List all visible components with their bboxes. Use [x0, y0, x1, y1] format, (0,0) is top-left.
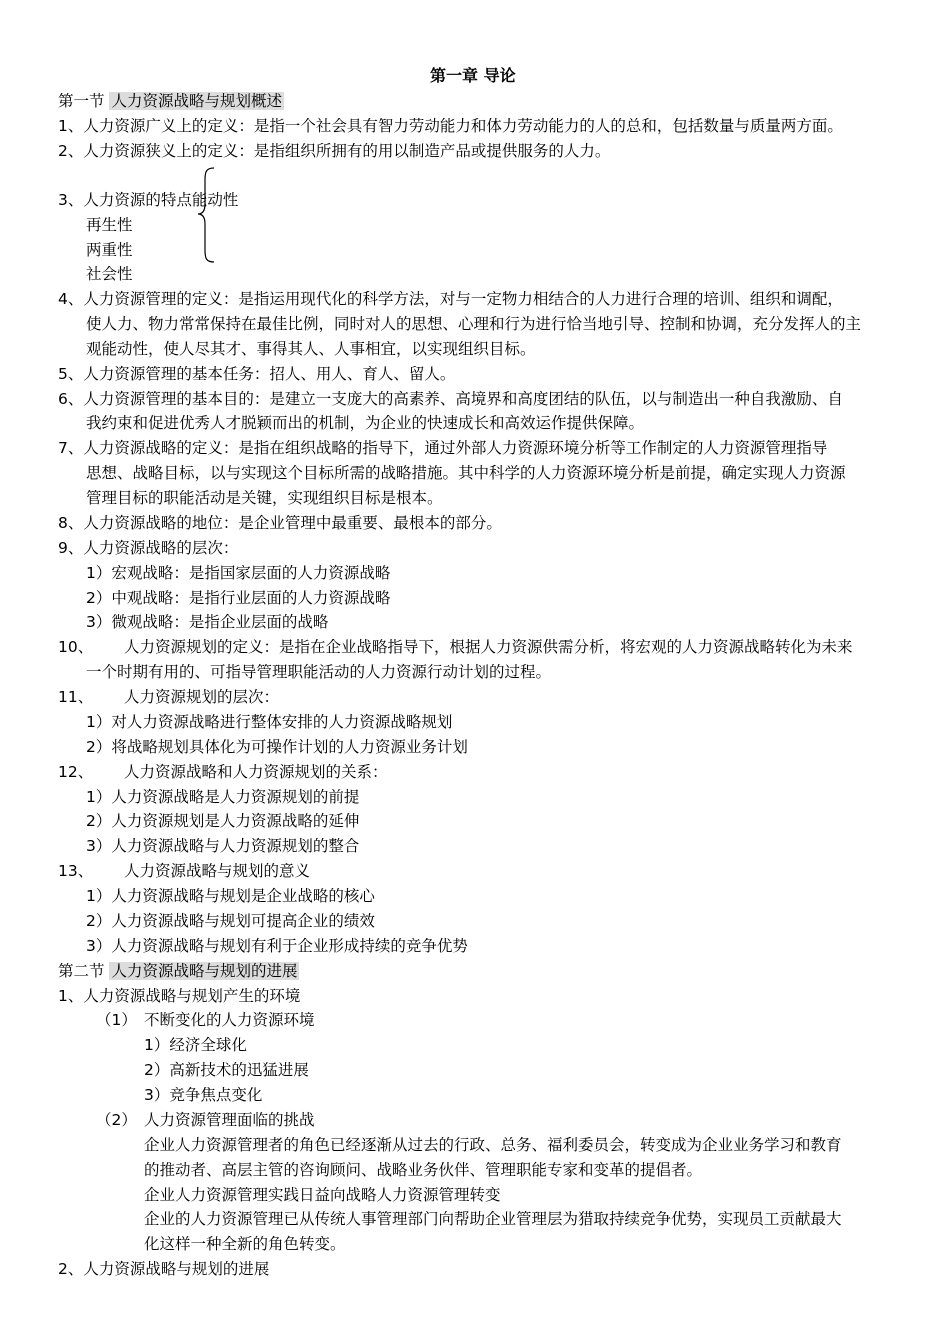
s2-point-1-1-sub-1: 1）经济全球化 [144, 1036, 247, 1054]
s2-point-1-1: 不断变化的人力资源环境 [144, 1011, 315, 1029]
section-1-title: 人力资源战略与规划概述 [111, 92, 282, 110]
curly-brace-icon [196, 166, 218, 266]
item-11-sub-2: 2）将战略规划具体化为可操作计划的人力资源业务计划 [86, 738, 468, 756]
s2-point-1: 1、人力资源战略与规划产生的环境 [58, 987, 301, 1005]
item-5: 5、人力资源管理的基本任务：招人、用人、育人、留人。 [58, 365, 456, 383]
item-7-line-3: 管理目标的职能活动是关键，实现组织目标是根本。 [86, 489, 443, 507]
item-6-line-2: 我约束和促进优秀人才脱颖而出的机制，为企业的快速成长和高效运作提供保障。 [86, 414, 645, 432]
item-13: 人力资源战略与规划的意义 [124, 862, 311, 880]
item-3: 3、人力资源的特点能动性 [58, 191, 239, 209]
item-10-number: 10、 [58, 638, 94, 656]
section-2-label: 第二节 [58, 962, 105, 980]
section-2-heading [58, 959, 299, 983]
section-1-label: 第一节 [58, 92, 105, 110]
item-11: 人力资源规划的层次： [124, 688, 280, 706]
item-12-number: 12、 [58, 763, 94, 781]
item-13-sub-1: 1）人力资源战略与规划是企业战略的核心 [86, 887, 375, 905]
item-4-line-3: 观能动性，使人尽其才、事得其人、人事相宜，以实现组织目标。 [86, 340, 536, 358]
s2-paragraph-3-line-2: 化这样一种全新的角色转变。 [144, 1235, 346, 1253]
item-9: 9、人力资源战略的层次： [58, 539, 239, 557]
item-7-line-1: 7、人力资源战略的定义：是指在组织战略的指导下，通过外部人力资源环境分析等工作制定的人力资源管理指导 [58, 439, 828, 457]
item-9-sub-2: 2）中观战略：是指行业层面的人力资源战略 [86, 589, 391, 607]
item-13-sub-3: 3）人力资源战略与规划有利于企业形成持续的竞争优势 [86, 937, 468, 955]
item-9-sub-1: 1）宏观战略：是指国家层面的人力资源战略 [86, 564, 391, 582]
item-13-number: 13、 [58, 862, 94, 880]
item-11-number: 11、 [58, 688, 94, 706]
chapter-title: 第一章 导论 [430, 66, 516, 85]
item-9-sub-3: 3）微观战略：是指企业层面的战略 [86, 613, 329, 631]
section-1-heading [58, 89, 284, 113]
item-4-line-1: 4、人力资源管理的定义：是指运用现代化的科学方法，对与一定物力相结合的人力进行合理的培训、组织和调配， [58, 290, 843, 308]
item-12: 人力资源战略和人力资源规划的关系： [124, 763, 388, 781]
item-8: 8、人力资源战略的地位：是企业管理中最重要、最根本的部分。 [58, 514, 502, 532]
item-12-sub-1: 1）人力资源战略是人力资源规划的前提 [86, 788, 360, 806]
s2-paragraph-2: 企业人力资源管理实践日益向战略人力资源管理转变 [144, 1186, 501, 1204]
s2-paragraph-3-line-1: 企业的人力资源管理已从传统人事管理部门向帮助企业管理层为猎取持续竞争优势，实现员工贡献最大 [144, 1210, 842, 1228]
s2-paragraph-1-line-1: 企业人力资源管理者的角色已经逐渐从过去的行政、总务、福利委员会，转变成为企业业务学习和教育 [144, 1136, 842, 1154]
item-6-line-1: 6、人力资源管理的基本目的：是建立一支庞大的高素养、高境界和高度团结的队伍，以与制造出一种自我激励、自 [58, 390, 843, 408]
item-3-trait-social: 社会性 [86, 265, 133, 283]
s2-point-2: 2、人力资源战略与规划的进展 [58, 1260, 270, 1278]
item-12-sub-3: 3）人力资源战略与人力资源规划的整合 [86, 837, 360, 855]
item-3-trait-duality: 两重性 [86, 241, 133, 259]
section-2-title: 人力资源战略与规划的进展 [111, 962, 298, 980]
item-12-sub-2: 2）人力资源规划是人力资源战略的延伸 [86, 812, 360, 830]
item-10-line-1: 人力资源规划的定义：是指在企业战略指导下，根据人力资源供需分析，将宏观的人力资源战略转化为未来 [124, 638, 853, 656]
item-7-line-2: 思想、战略目标，以与实现这个目标所需的战略措施。其中科学的人力资源环境分析是前提，确定实现人力资源 [86, 464, 846, 482]
item-4-line-2: 使人力、物力常常保持在最佳比例，同时对人的思想、心理和行为进行恰当地引导、控制和协调，充分发挥人的主 [86, 315, 862, 333]
s2-point-1-2-number: （2） [96, 1111, 137, 1129]
item-10-line-2: 一个时期有用的、可指导管理职能活动的人力资源行动计划的过程。 [86, 663, 552, 681]
s2-paragraph-1-line-2: 的推动者、高层主管的咨询顾问、战略业务伙伴、管理职能专家和变革的提倡者。 [144, 1161, 703, 1179]
item-1: 1、人力资源广义上的定义：是指一个社会具有智力劳动能力和体力劳动能力的人的总和，包括数量与质量两方面。 [58, 117, 843, 135]
s2-point-1-1-sub-3: 3）竞争焦点变化 [144, 1086, 263, 1104]
s2-point-1-1-number: （1） [96, 1011, 137, 1029]
item-3-trait-regenerative: 再生性 [86, 216, 133, 234]
item-13-sub-2: 2）人力资源战略与规划可提高企业的绩效 [86, 912, 375, 930]
s2-point-1-2: 人力资源管理面临的挑战 [144, 1111, 315, 1129]
s2-point-1-1-sub-2: 2）高新技术的迅猛进展 [144, 1061, 309, 1079]
item-11-sub-1: 1）对人力资源战略进行整体安排的人力资源战略规划 [86, 713, 453, 731]
item-2: 2、人力资源狭义上的定义：是指组织所拥有的用以制造产品或提供服务的人力。 [58, 142, 611, 160]
